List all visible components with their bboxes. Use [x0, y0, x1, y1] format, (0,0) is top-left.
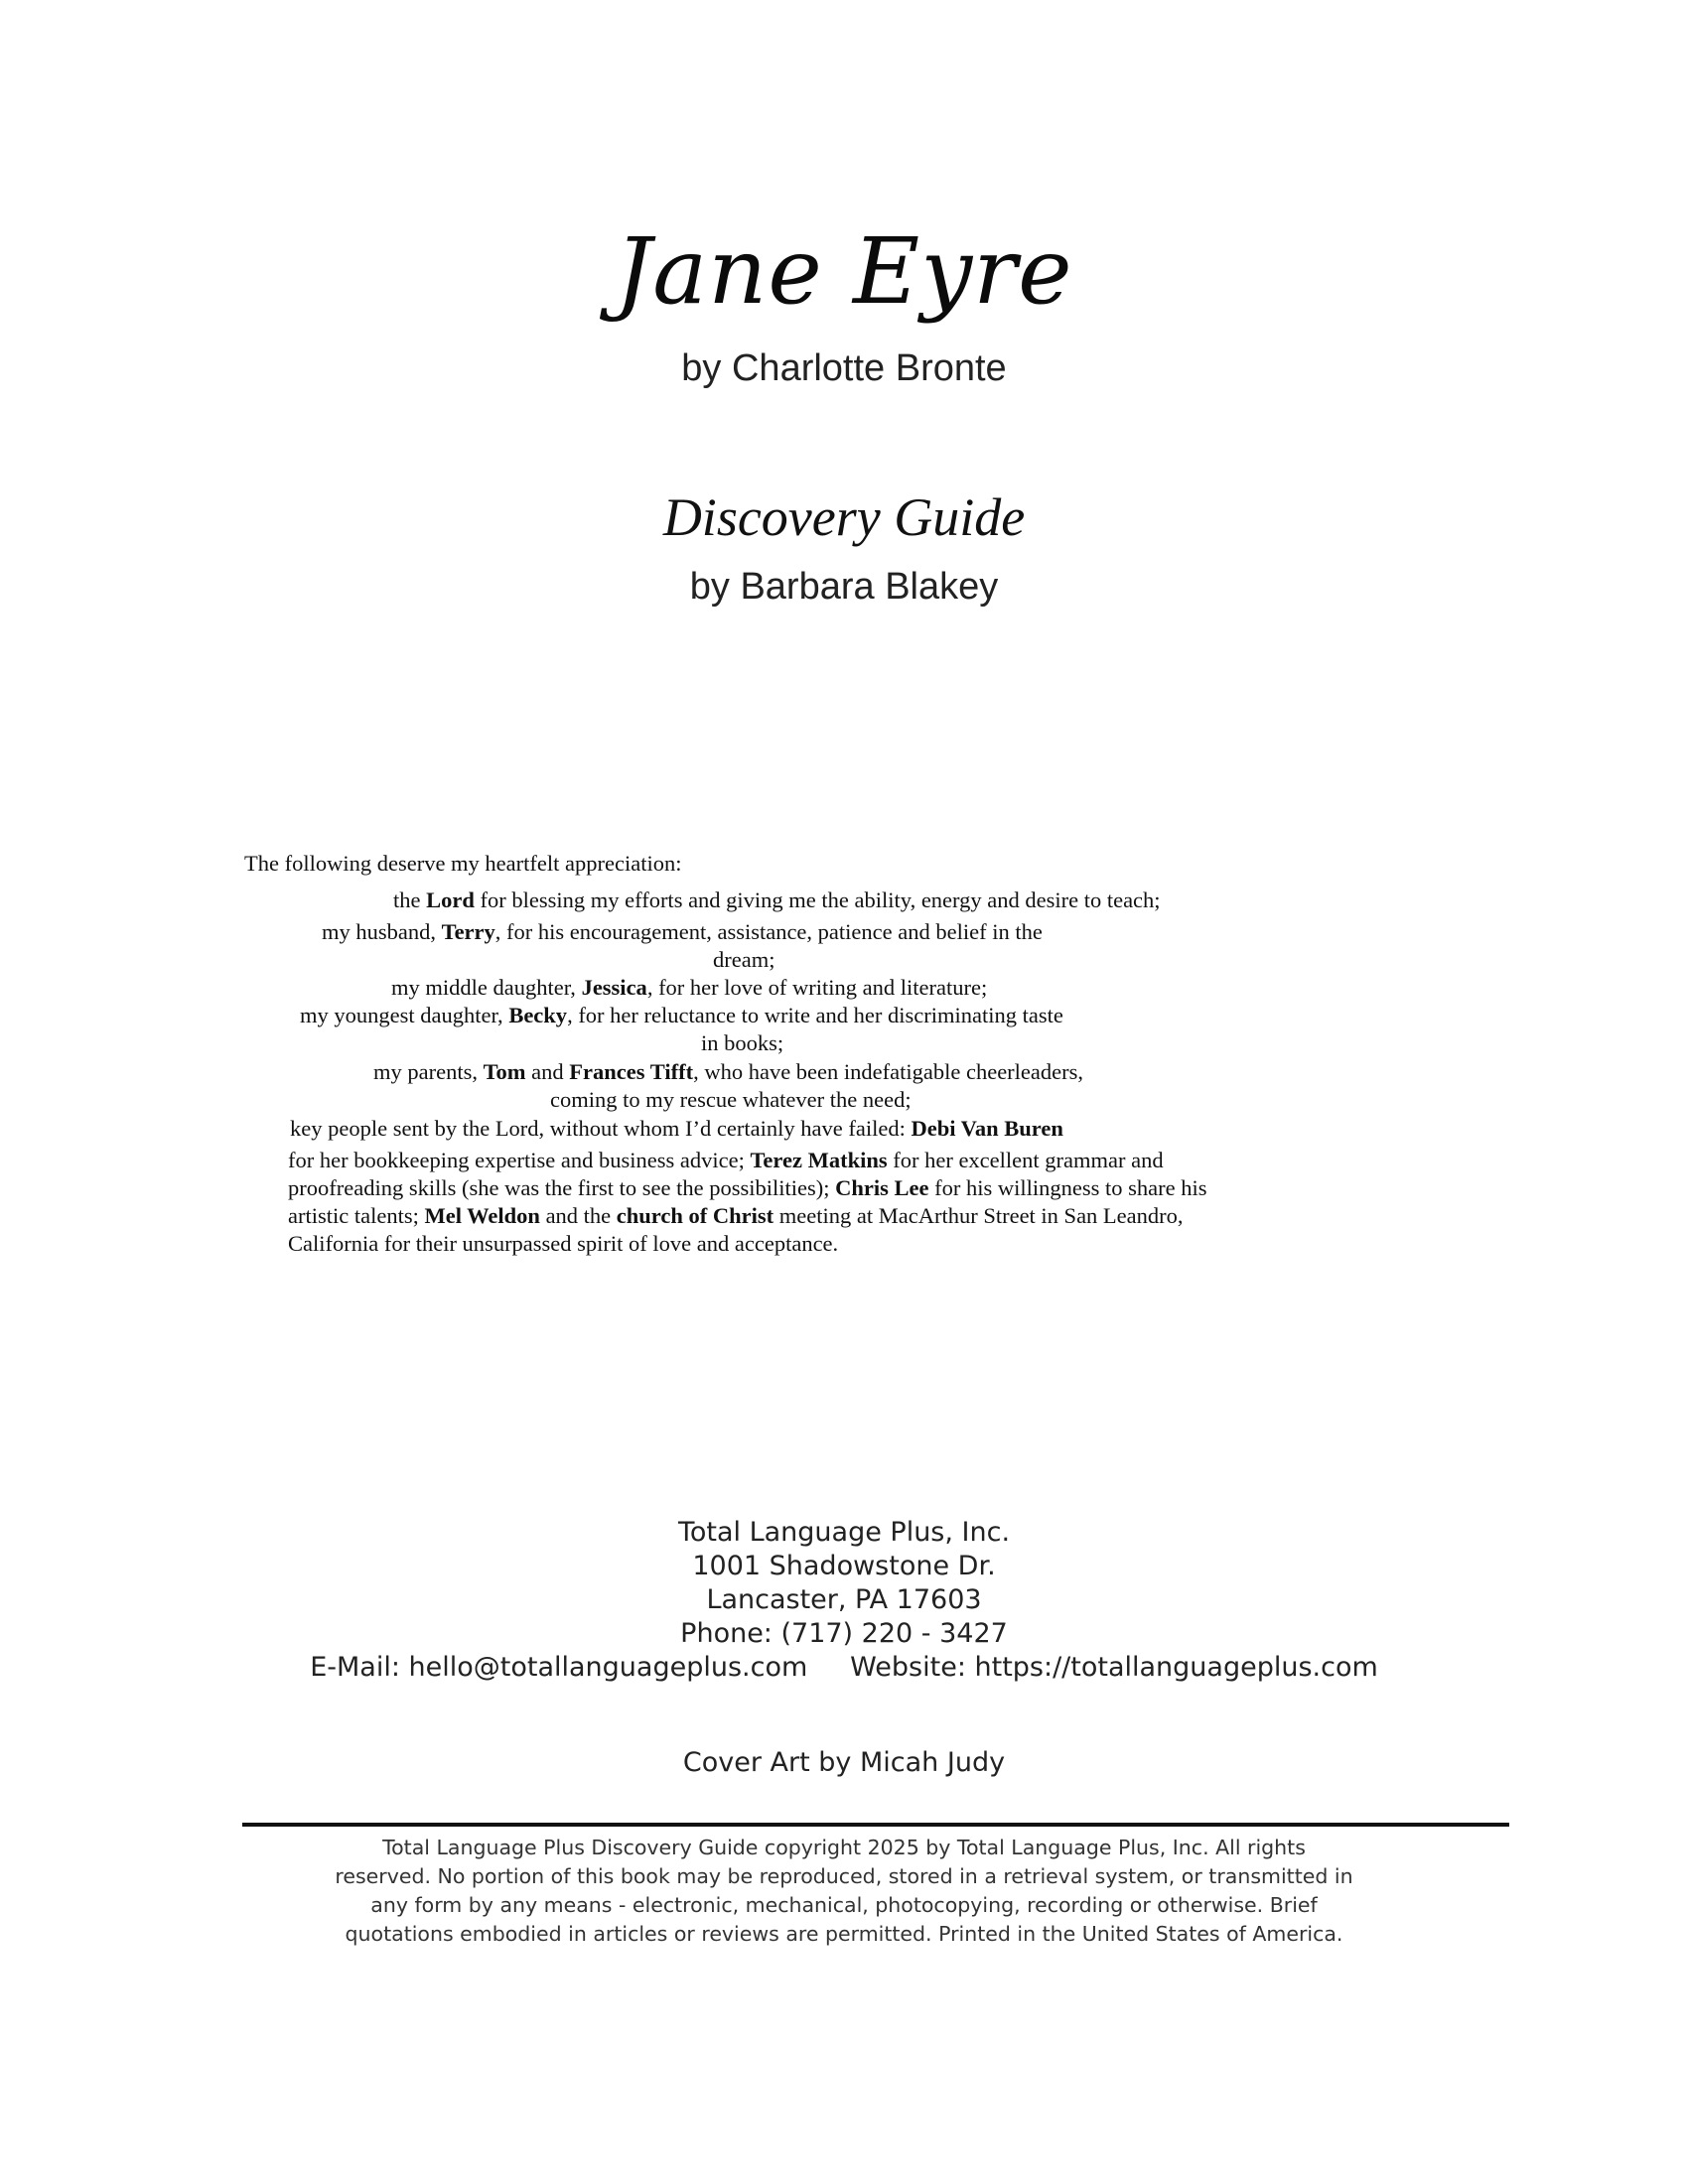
ack-name: Chris Lee [835, 1175, 929, 1200]
legal-line: Total Language Plus Discovery Guide copyright 2025 by Total Language Plus, Inc. All rights [382, 1836, 1306, 1859]
ack-line: my middle daughter, Jessica, for her love of writing and literature; [391, 975, 988, 1000]
ack-name: Mel Weldon [424, 1203, 540, 1228]
ack-name: Frances Tifft [569, 1059, 694, 1084]
ack-line: artistic talents; Mel Weldon and the church of Christ meeting at MacArthur Street in San Leandro, [288, 1203, 1184, 1228]
ack-line: in books; [701, 1030, 784, 1055]
ack-line: proofreading skills (she was the first to see the possibilities); Chris Lee for his willingness to share his [288, 1175, 1207, 1200]
ack-line: California for their unsurpassed spirit of love and acceptance. [288, 1231, 839, 1256]
ack-name: Lord [426, 887, 475, 912]
ack-line: the Lord for blessing my efforts and giving me the ability, energy and desire to teach; [393, 887, 1161, 912]
cover-art-credit: Cover Art by Micah Judy [682, 1747, 1006, 1778]
ack-line: for her bookkeeping expertise and business advice; Terez Matkins for her excellent grammar and [288, 1148, 1164, 1172]
guide-author: by Barbara Blakey [689, 566, 999, 608]
ack-name: Terry [441, 919, 495, 944]
legal-line: reserved. No portion of this book may be reproduced, stored in a retrieval system, or transmitted in [335, 1864, 1353, 1888]
guide-title: Discovery Guide [662, 487, 1026, 547]
ack-line: my youngest daughter, Becky, for her reluctance to write and her discriminating taste [300, 1003, 1063, 1027]
ack-name: church of Christ [616, 1203, 774, 1228]
ack-name: Becky [508, 1003, 568, 1027]
ack-name: Terez Matkins [750, 1148, 888, 1172]
publisher-city: Lancaster, PA 17603 [706, 1584, 982, 1615]
legal-line: any form by any means - electronic, mechanical, photocopying, recording or otherwise. Brief [370, 1893, 1318, 1917]
publisher-street: 1001 Shadowstone Dr. [692, 1551, 996, 1581]
book-title: Jane Eyre [615, 218, 1073, 325]
ack-line: my husband, Terry, for his encouragement, assistance, patience and belief in the [322, 919, 1043, 944]
ack-line: my parents, Tom and Frances Tifft, who have been indefatigable cheerleaders, [373, 1059, 1084, 1084]
publisher-name: Total Language Plus, Inc. [677, 1517, 1011, 1548]
book-author: by Charlotte Bronte [681, 347, 1007, 389]
ack-line: dream; [713, 947, 775, 972]
ack-name: Tom [483, 1059, 526, 1084]
publisher-contact: E-Mail: hello@totallanguageplus.com Website: https://totallanguageplus.com [310, 1652, 1378, 1683]
divider-rule [242, 1823, 1509, 1827]
ack-line: key people sent by the Lord, without whom I’d certainly have failed: Debi Van Buren [290, 1116, 1063, 1141]
legal-line: quotations embodied in articles or reviews are permitted. Printed in the United States of America. [345, 1922, 1343, 1946]
ack-line: coming to my rescue whatever the need; [550, 1087, 912, 1112]
ack-name: Jessica [581, 975, 647, 1000]
publisher-phone: Phone: (717) 220 - 3427 [680, 1618, 1008, 1649]
ack-name: Debi Van Buren [911, 1116, 1063, 1141]
ack-intro: The following deserve my heartfelt appreciation: [244, 851, 682, 876]
